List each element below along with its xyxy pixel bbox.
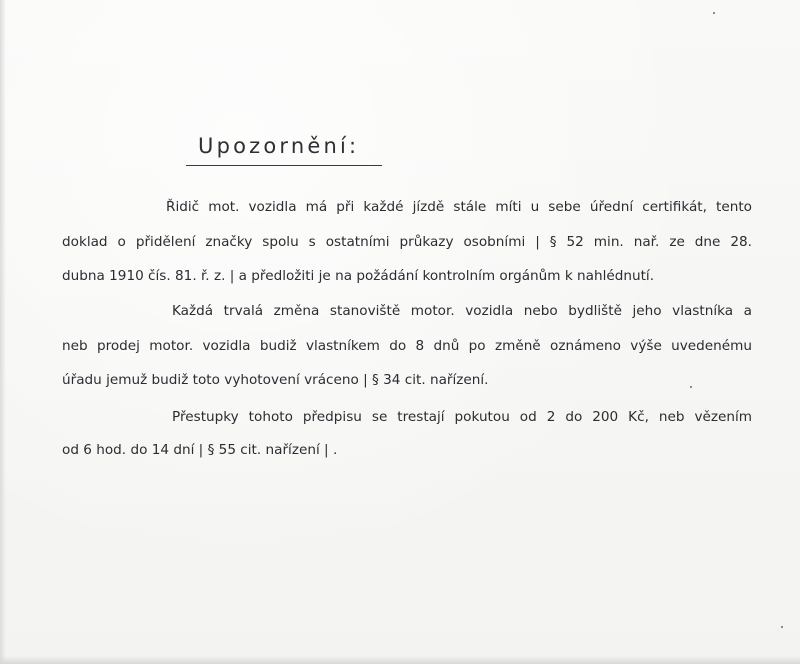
paper-speck [690, 386, 692, 388]
page-bottom-shadow [0, 656, 800, 664]
paper-speck [713, 12, 715, 14]
paragraph-2-line-2: neb prodej motor. vozidla budiž vlastníkem do 8 dnů po změně oznámeno výše uvedenému [62, 338, 752, 354]
paragraph-2-line-3: úřadu jemuž budiž toto vyhotovení vráceno | § 34 cit. nařízení. [62, 372, 489, 388]
paragraph-3-line-2: od 6 hod. do 14 dní | § 55 cit. nařízení | . [62, 442, 338, 458]
paper-speck [781, 626, 783, 628]
title-underline [186, 165, 382, 166]
paragraph-2-line-1: Každá trvalá změna stanoviště motor. vozidla nebo bydliště jeho vlastníka a [172, 303, 752, 319]
paragraph-1-line-1: Řidič mot. vozidla má při každé jízdě stále míti u sebe úřední certifikát, tento [166, 199, 752, 215]
paragraph-1-line-2: doklad o přidělení značky spolu s ostatními průkazy osobními | § 52 min. nař. ze dne 28. [62, 234, 752, 250]
document-title: Upozornění: [198, 134, 360, 158]
paragraph-1-line-3: dubna 1910 čís. 81. ř. z. | a předložiti je na požádání kontrolním orgánům k nahlédnutí. [62, 268, 655, 284]
paragraph-3-line-1: Přestupky tohoto předpisu se trestají pokutou od 2 do 200 Kč, neb vězením [172, 409, 752, 425]
page-edge-shadow [0, 0, 6, 664]
